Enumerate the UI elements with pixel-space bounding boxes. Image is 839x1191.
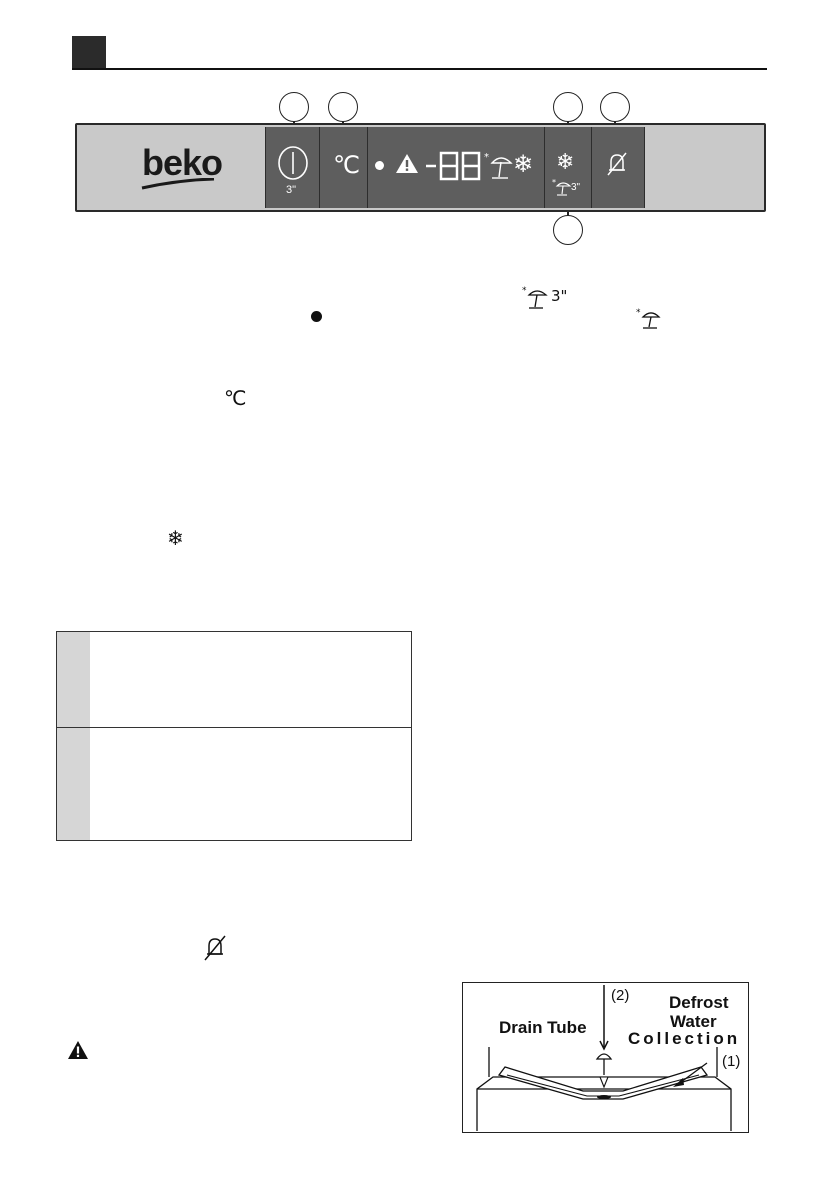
holiday-umbrella-icon [522, 285, 550, 309]
indicator-dot-icon [311, 311, 322, 322]
svg-text:*: * [522, 286, 527, 296]
note-shade [57, 632, 90, 727]
fast-freeze-sublabel: 3" [571, 182, 581, 193]
snowflake-indicator-icon: ❄ [513, 150, 534, 178]
warning-icon [67, 1040, 89, 1060]
muted-bell-icon [202, 934, 228, 962]
callout-temperature [328, 92, 358, 122]
power-icon [276, 146, 310, 182]
marker-2: (2) [611, 987, 630, 1004]
brand-logo: beko [142, 142, 223, 183]
callout-power [279, 92, 309, 122]
svg-text:*: * [636, 308, 641, 318]
indicator-dot [375, 161, 384, 170]
header-rule [72, 68, 767, 70]
holiday-umbrella-small-icon [552, 178, 572, 196]
callout-fast-freeze [553, 92, 583, 122]
snowflake-icon: ❄ [556, 150, 575, 175]
section-marker [72, 36, 106, 70]
muted-bell-icon [605, 151, 629, 177]
svg-text:*: * [552, 178, 556, 187]
logo-swoosh-icon [140, 178, 216, 190]
callout-holiday [553, 215, 583, 245]
temperature-key-label: ℃ [333, 151, 360, 179]
note-table [56, 631, 412, 841]
defrost-label-line2: Water [670, 1012, 717, 1031]
defrost-label-line1: Defrost [669, 993, 729, 1012]
snowflake-icon: ❄ [167, 526, 184, 550]
holiday-umbrella-icon [484, 151, 514, 181]
svg-text:*: * [484, 152, 489, 163]
defrost-label-line3: Collection [628, 1029, 741, 1048]
marker-1: (1) [722, 1053, 741, 1070]
note-shade [57, 728, 90, 840]
drain-tube-label: Drain Tube [499, 1018, 587, 1037]
power-key-sublabel: 3" [286, 184, 297, 196]
holiday-mode-sublabel: 3" [551, 287, 568, 305]
note-divider [57, 727, 411, 728]
holiday-umbrella-icon [636, 307, 662, 329]
temperature-symbol: ℃ [224, 386, 247, 410]
warning-icon [395, 153, 419, 174]
seven-segment-display [424, 150, 482, 182]
callout-alarm-off [600, 92, 630, 122]
